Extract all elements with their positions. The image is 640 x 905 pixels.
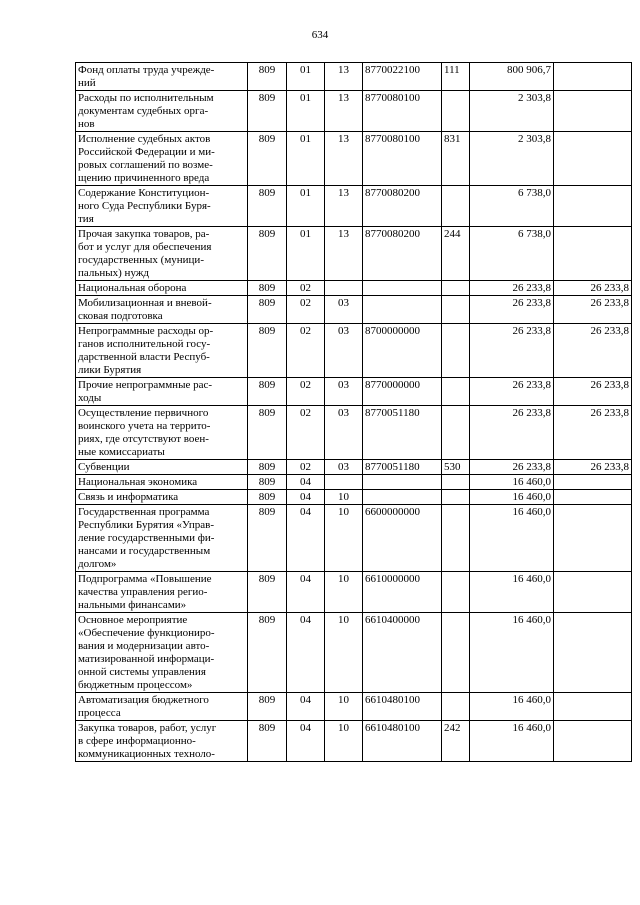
row-name [76, 378, 248, 406]
row-subsection-text: 13 [338, 92, 349, 104]
row-subsection [325, 460, 363, 475]
table-row [76, 378, 632, 406]
row-subsection [325, 378, 363, 406]
row-target-code [363, 721, 442, 762]
row-section-text: 04 [300, 573, 311, 585]
row-amount-subvention [554, 406, 632, 460]
row-subsection [325, 227, 363, 281]
row-ved [248, 406, 287, 460]
row-amount [470, 460, 554, 475]
row-target-code-text: 8700000000 [365, 325, 420, 337]
row-section-text: 04 [300, 694, 311, 706]
row-amount-text: 6 738,0 [518, 187, 551, 199]
table-row [76, 460, 632, 475]
row-ved-text: 809 [258, 461, 276, 473]
row-expense-type [442, 132, 470, 186]
row-subsection [325, 281, 363, 296]
row-amount [470, 296, 554, 324]
row-target-code [363, 324, 442, 378]
row-section [287, 460, 325, 475]
row-ved-text: 809 [258, 228, 276, 240]
row-ved [248, 281, 287, 296]
table-row [76, 490, 632, 505]
row-ved-text: 809 [258, 325, 276, 337]
row-ved [248, 490, 287, 505]
row-section [287, 378, 325, 406]
row-expense-type-text: 831 [444, 133, 461, 145]
row-name-text: Осуществление первичного воинского учета на террито- риях, где отсутствуют воен- ные комиссариаты [78, 407, 211, 458]
row-amount [470, 63, 554, 91]
row-target-code [363, 296, 442, 324]
row-name [76, 475, 248, 490]
row-expense-type-text: 111 [444, 64, 460, 76]
row-subsection-text: 13 [338, 133, 349, 145]
row-expense-type [442, 572, 470, 613]
row-section-text: 02 [300, 325, 311, 337]
row-target-code [363, 505, 442, 572]
row-amount-text: 16 460,0 [512, 573, 551, 585]
row-expense-type [442, 505, 470, 572]
row-ved-text: 809 [258, 694, 276, 706]
row-amount [470, 613, 554, 693]
row-subsection-text: 10 [338, 694, 349, 706]
row-amount-text: 800 906,7 [507, 64, 551, 76]
row-name-text: Автоматизация бюджетного процесса [78, 694, 209, 719]
row-ved-text: 809 [258, 297, 276, 309]
row-amount [470, 324, 554, 378]
row-target-code [363, 693, 442, 721]
row-amount-text: 16 460,0 [512, 722, 551, 734]
row-section-text: 02 [300, 282, 311, 294]
row-name-text: Прочие непрограммные рас- ходы [78, 379, 213, 404]
row-subsection [325, 91, 363, 132]
row-expense-type [442, 475, 470, 490]
table-row [76, 227, 632, 281]
row-amount-subvention [554, 475, 632, 490]
row-target-code-text: 6610000000 [365, 573, 420, 585]
row-ved-text: 809 [258, 92, 276, 104]
row-expense-type-text: 244 [444, 228, 461, 240]
row-amount-subvention [554, 91, 632, 132]
table-row [76, 63, 632, 91]
row-subsection-text: 13 [338, 64, 349, 76]
row-target-code-text: 8770080100 [365, 133, 420, 145]
row-name [76, 572, 248, 613]
row-amount-subvention [554, 132, 632, 186]
row-target-code [363, 460, 442, 475]
row-subsection-text: 10 [338, 722, 349, 734]
row-section [287, 91, 325, 132]
row-expense-type [442, 378, 470, 406]
row-amount-subvention-text: 26 233,8 [590, 297, 629, 309]
row-amount [470, 227, 554, 281]
row-target-code-text: 6600000000 [365, 506, 420, 518]
row-section-text: 01 [300, 92, 311, 104]
row-section-text: 04 [300, 491, 311, 503]
table-row [76, 505, 632, 572]
row-section [287, 281, 325, 296]
row-expense-type [442, 721, 470, 762]
row-amount-text: 26 233,8 [512, 282, 551, 294]
row-section [287, 132, 325, 186]
row-target-code-text: 6610480100 [365, 694, 420, 706]
row-amount-subvention-text: 26 233,8 [590, 407, 629, 419]
page-number: 634 [311, 29, 329, 41]
row-subsection [325, 63, 363, 91]
row-expense-type [442, 460, 470, 475]
row-amount-subvention [554, 505, 632, 572]
row-target-code [363, 378, 442, 406]
budget-table [75, 62, 632, 762]
row-section-text: 02 [300, 461, 311, 473]
row-ved [248, 505, 287, 572]
row-section [287, 406, 325, 460]
row-target-code [363, 572, 442, 613]
row-name-text: Исполнение судебных актов Российской Федерации и ми- ровых соглашений по возме- щению причиненного вреда [78, 133, 215, 184]
row-target-code [363, 613, 442, 693]
row-expense-type [442, 613, 470, 693]
row-amount-text: 16 460,0 [512, 491, 551, 503]
row-subsection-text: 13 [338, 187, 349, 199]
row-subsection-text: 03 [338, 325, 349, 337]
row-amount-subvention [554, 572, 632, 613]
row-subsection [325, 721, 363, 762]
row-amount-subvention [554, 281, 632, 296]
row-amount-text: 6 738,0 [518, 228, 551, 240]
row-subsection-text: 10 [338, 506, 349, 518]
row-ved [248, 721, 287, 762]
row-amount [470, 490, 554, 505]
row-ved-text: 809 [258, 573, 276, 585]
row-subsection [325, 406, 363, 460]
row-ved [248, 324, 287, 378]
row-target-code-text: 6610480100 [365, 722, 420, 734]
row-amount-text: 26 233,8 [512, 407, 551, 419]
row-name [76, 613, 248, 693]
row-section [287, 475, 325, 490]
row-target-code-text: 8770022100 [365, 64, 420, 76]
row-amount [470, 572, 554, 613]
row-target-code-text: 6610400000 [365, 614, 420, 626]
row-amount [470, 186, 554, 227]
row-name-text: Основное мероприятие «Обеспечение функциониро- вания и модернизации авто- матизированной информаци- онной системы управления бюджетным процессом» [78, 614, 215, 691]
row-amount-text: 2 303,8 [518, 92, 551, 104]
row-section [287, 613, 325, 693]
row-amount [470, 721, 554, 762]
row-subsection [325, 613, 363, 693]
table-row [76, 475, 632, 490]
row-ved-text: 809 [258, 133, 276, 145]
row-section [287, 721, 325, 762]
row-name [76, 63, 248, 91]
row-name-text: Национальная оборона [78, 282, 187, 294]
row-amount [470, 693, 554, 721]
row-name-text: Содержание Конституцион- ного Суда Республики Буря- тия [78, 187, 211, 225]
table-row [76, 572, 632, 613]
row-subsection-text: 13 [338, 228, 349, 240]
row-subsection [325, 475, 363, 490]
row-subsection [325, 296, 363, 324]
row-ved [248, 227, 287, 281]
row-subsection-text: 03 [338, 379, 349, 391]
row-amount-subvention [554, 490, 632, 505]
row-amount-text: 2 303,8 [518, 133, 551, 145]
row-ved-text: 809 [258, 64, 276, 76]
row-amount-text: 26 233,8 [512, 297, 551, 309]
row-section [287, 693, 325, 721]
row-target-code [363, 91, 442, 132]
row-name [76, 505, 248, 572]
row-target-code [363, 186, 442, 227]
row-amount-text: 26 233,8 [512, 325, 551, 337]
row-subsection-text: 10 [338, 491, 349, 503]
row-section-text: 04 [300, 476, 311, 488]
row-section [287, 63, 325, 91]
row-amount-text: 26 233,8 [512, 379, 551, 391]
budget-table-body [76, 63, 632, 762]
table-row [76, 91, 632, 132]
row-subsection [325, 693, 363, 721]
table-row [76, 721, 632, 762]
row-name-text: Расходы по исполнительным документам судебных орга- нов [78, 92, 214, 130]
row-subsection-text: 10 [338, 614, 349, 626]
table-row [76, 693, 632, 721]
row-ved-text: 809 [258, 614, 276, 626]
row-amount-subvention [554, 721, 632, 762]
row-section [287, 324, 325, 378]
row-subsection-text: 03 [338, 407, 349, 419]
row-name-text: Непрограммные расходы ор- ганов исполнительной госу- дарственной власти Респуб- лики Бурятия [78, 325, 214, 376]
row-expense-type [442, 693, 470, 721]
row-target-code [363, 406, 442, 460]
row-amount-text: 16 460,0 [512, 476, 551, 488]
table-row [76, 406, 632, 460]
row-ved [248, 63, 287, 91]
row-amount-subvention [554, 693, 632, 721]
row-ved [248, 132, 287, 186]
row-section-text: 01 [300, 64, 311, 76]
row-expense-type-text: 242 [444, 722, 461, 734]
row-subsection [325, 505, 363, 572]
row-ved-text: 809 [258, 187, 276, 199]
row-name [76, 721, 248, 762]
row-amount [470, 378, 554, 406]
row-subsection [325, 324, 363, 378]
row-expense-type [442, 296, 470, 324]
row-subsection-text: 03 [338, 297, 349, 309]
row-name-text: Мобилизационная и вневой- сковая подготовка [78, 297, 212, 322]
table-row [76, 296, 632, 324]
row-name [76, 132, 248, 186]
row-expense-type [442, 490, 470, 505]
row-subsection-text: 03 [338, 461, 349, 473]
row-ved-text: 809 [258, 407, 276, 419]
row-target-code-text: 8770000000 [365, 379, 420, 391]
row-section-text: 04 [300, 614, 311, 626]
row-section-text: 04 [300, 722, 311, 734]
row-name [76, 296, 248, 324]
row-name [76, 91, 248, 132]
row-amount-subvention [554, 324, 632, 378]
row-ved-text: 809 [258, 379, 276, 391]
table-row [76, 324, 632, 378]
table-row [76, 132, 632, 186]
row-amount [470, 281, 554, 296]
row-name-text: Фонд оплаты труда учрежде- ний [78, 64, 215, 89]
row-target-code-text: 8770080200 [365, 187, 420, 199]
row-expense-type [442, 91, 470, 132]
row-target-code [363, 281, 442, 296]
row-section [287, 227, 325, 281]
row-expense-type [442, 227, 470, 281]
row-name-text: Национальная экономика [78, 476, 198, 488]
row-name [76, 324, 248, 378]
row-section [287, 505, 325, 572]
row-subsection [325, 572, 363, 613]
row-name [76, 693, 248, 721]
row-name-text: Связь и информатика [78, 491, 179, 503]
row-ved [248, 378, 287, 406]
row-target-code [363, 227, 442, 281]
row-section [287, 490, 325, 505]
row-section-text: 04 [300, 506, 311, 518]
row-amount-subvention-text: 26 233,8 [590, 282, 629, 294]
row-subsection [325, 186, 363, 227]
row-name [76, 186, 248, 227]
row-name-text: Субвенции [78, 461, 130, 473]
row-section [287, 186, 325, 227]
row-name-text: Подпрограмма «Повышение качества управления регио- нальными финансами» [78, 573, 212, 611]
row-ved [248, 296, 287, 324]
table-row [76, 186, 632, 227]
row-ved-text: 809 [258, 476, 276, 488]
row-target-code [363, 63, 442, 91]
row-amount-text: 16 460,0 [512, 694, 551, 706]
row-section-text: 01 [300, 228, 311, 240]
row-section-text: 01 [300, 187, 311, 199]
row-amount [470, 505, 554, 572]
row-amount-subvention [554, 378, 632, 406]
row-name-text: Прочая закупка товаров, ра- бот и услуг для обеспечения государственных (муници- пальных) нужд [78, 228, 212, 279]
row-amount-subvention [554, 186, 632, 227]
row-target-code-text: 8770051180 [365, 461, 420, 473]
row-amount-subvention-text: 26 233,8 [590, 379, 629, 391]
row-amount-subvention [554, 296, 632, 324]
row-name-text: Закупка товаров, работ, услуг в сфере информационно- коммуникационных техноло- [78, 722, 217, 760]
row-expense-type [442, 281, 470, 296]
row-amount-subvention-text: 26 233,8 [590, 461, 629, 473]
row-amount-subvention [554, 613, 632, 693]
row-amount-subvention [554, 227, 632, 281]
row-name [76, 281, 248, 296]
row-ved-text: 809 [258, 506, 276, 518]
row-name [76, 227, 248, 281]
row-expense-type [442, 406, 470, 460]
row-subsection [325, 132, 363, 186]
row-name-text: Государственная программа Республики Бурятия «Управ- ление государственными фи- нансами и государственным долгом» [78, 506, 215, 570]
row-name [76, 406, 248, 460]
row-name [76, 460, 248, 475]
row-expense-type [442, 324, 470, 378]
row-ved [248, 460, 287, 475]
row-ved-text: 809 [258, 491, 276, 503]
row-section-text: 02 [300, 379, 311, 391]
row-amount [470, 91, 554, 132]
row-amount [470, 132, 554, 186]
row-amount [470, 406, 554, 460]
row-section-text: 02 [300, 407, 311, 419]
table-row [76, 613, 632, 693]
row-ved [248, 613, 287, 693]
row-target-code-text: 8770080100 [365, 92, 420, 104]
row-target-code [363, 475, 442, 490]
row-subsection-text: 10 [338, 573, 349, 585]
row-amount-subvention-text: 26 233,8 [590, 325, 629, 337]
row-target-code-text: 8770051180 [365, 407, 420, 419]
row-amount-subvention [554, 63, 632, 91]
row-section-text: 01 [300, 133, 311, 145]
row-target-code-text: 8770080200 [365, 228, 420, 240]
row-ved [248, 91, 287, 132]
row-expense-type [442, 186, 470, 227]
row-section [287, 572, 325, 613]
row-target-code [363, 132, 442, 186]
row-ved [248, 475, 287, 490]
table-row [76, 281, 632, 296]
row-subsection [325, 490, 363, 505]
row-amount-subvention [554, 460, 632, 475]
row-name [76, 490, 248, 505]
row-amount-text: 16 460,0 [512, 506, 551, 518]
row-ved [248, 186, 287, 227]
row-ved [248, 572, 287, 613]
row-section [287, 296, 325, 324]
row-ved-text: 809 [258, 282, 276, 294]
row-amount-text: 26 233,8 [512, 461, 551, 473]
row-ved-text: 809 [258, 722, 276, 734]
row-expense-type [442, 63, 470, 91]
row-target-code [363, 490, 442, 505]
row-expense-type-text: 530 [444, 461, 461, 473]
row-section-text: 02 [300, 297, 311, 309]
row-ved [248, 693, 287, 721]
row-amount [470, 475, 554, 490]
row-amount-text: 16 460,0 [512, 614, 551, 626]
